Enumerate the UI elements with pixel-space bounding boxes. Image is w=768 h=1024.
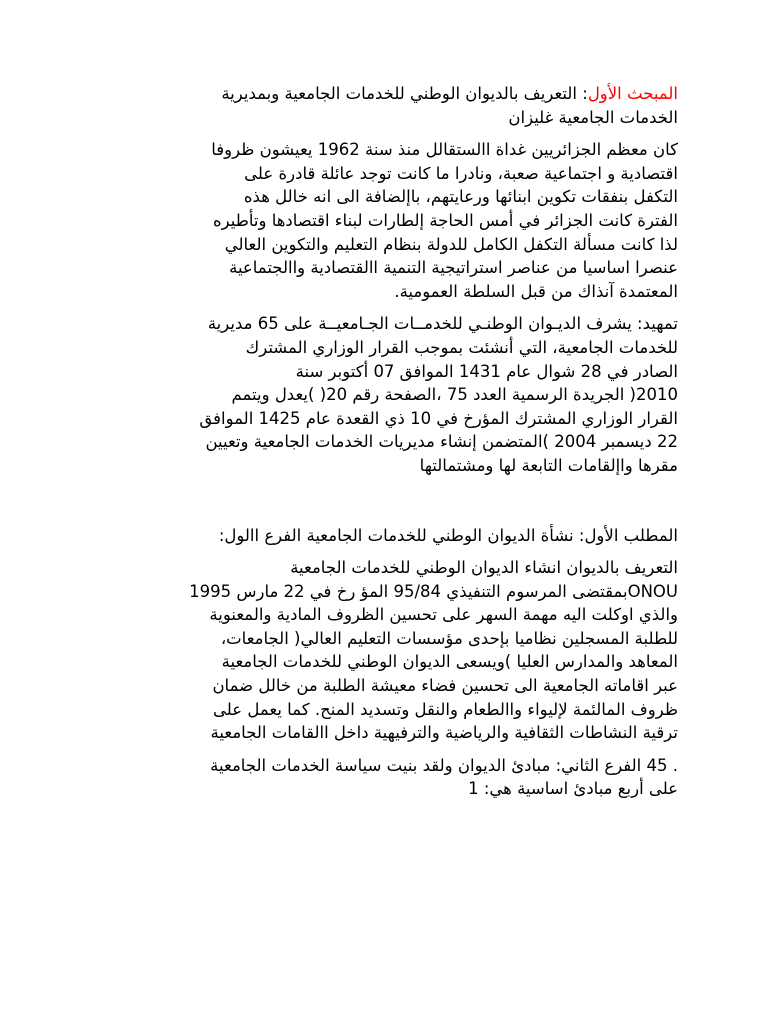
section-heading-line-1: [92, 82, 678, 106]
intro-line: الفترة كانت الجزائر في أمس الحاجة إلطارات لبناء اقتصادها وتأطيره: [213, 210, 678, 230]
onou-line: ONOUبمقتضى المرسوم التنفيذي 95/84 المؤ رخ في 22 مارس 1995: [189, 581, 678, 601]
intro-line: كان معظم الجزائريين غداة االستقالل منذ سنة 1962 يعيشون ظروفا: [211, 140, 678, 160]
preface-line: القرار الوزاري المشترك المؤرخ في 10 ذي القعدة عام 1425 الموافق: [199, 408, 678, 428]
preface-line: 2010( الجريدة الرسمية العدد 75 ،الصفحة رقم 20( )يعدل ويتمم: [231, 385, 678, 405]
onou-line: المعاهد والمدارس العليا )ويسعى الديوان الوطني للخدمات الجامعية: [221, 652, 678, 672]
branch-two-line: . 45 الفرع الثاني: مبادئ الديوان ولقد بنيت سياسة الخدمات الجامعية: [210, 755, 678, 775]
onou-line: عبر اقاماته الجامعية الى تحسين فضاء معيشة الطلبة من خالل ضمان: [212, 676, 678, 696]
branch-two-paragraph: [92, 754, 678, 801]
intro-line: التكفل بنفقات تكوين ابنائها ورعايتهم، باإلضافة الى انه خالل هذه: [243, 187, 678, 207]
preface-line: 22 ديسمبر 2004 )المتضمن إنشاء مديريات الخدمات الجامعية وتعيين: [205, 432, 678, 452]
intro-paragraph: [92, 138, 678, 303]
section-heading-label: المبحث الأول: [587, 84, 678, 103]
subsection-heading-line: المطلب الأول: نشأة الديوان الوطني للخدمات الجامعية الفرع االول:: [218, 525, 678, 545]
branch-two-line: على أربع مبادئ اساسية هي: 1: [468, 779, 678, 799]
intro-line: اقتصادية و اجتماعية صعبة، ونادرا ما كانت توجد عائلة قادرة على: [244, 163, 678, 183]
section-heading: [92, 82, 678, 129]
subsection-heading: [92, 524, 678, 548]
onou-line: ظروف المالئمة لإليواء واالطعام والنقل وتسديد المنح. كما يعمل على: [213, 699, 678, 719]
onou-line: ترقية النشاطات الثقافية والرياضية والترفيهية داخل االقامات الجامعية: [210, 723, 678, 743]
preface-line: مقرها واإلقامات التابعة لها ومشتمالتها: [419, 455, 678, 475]
document-page: [92, 82, 678, 801]
section-heading-text: : التعريف بالديوان الوطني للخدمات الجامعية وبمديرية: [221, 84, 588, 103]
onou-line: للطلبة المسجلين نظاميا بإحدى مؤسسات التعليم العالي( الجامعات،: [220, 628, 678, 648]
intro-line: عنصرا اساسيا من عناصر استراتيجية التنمية االقتصادية واالجتماعية: [229, 258, 678, 278]
preface-line: تمهيد: يشرف الديـوان الوطنـي للخدمــات الجـامعيــة على 65 مديرية: [207, 314, 678, 334]
onou-line: والذي اوكلت اليه مهمة السهر على تحسين الظروف المادية والمعنوية: [209, 605, 678, 625]
section-heading-line-2: الخدمات الجامعية غليزان: [508, 107, 678, 127]
intro-line: المعتمدة آنذاك من قبل السلطة العمومية.: [394, 281, 678, 301]
intro-line: لذا كانت مسألة التكفل الكامل للدولة بنظام التعليم والتكوين العالي: [224, 234, 678, 254]
preface-paragraph: [92, 312, 678, 477]
preface-line: للخدمات الجامعية، التي أنشئت بموجب القرار الوزاري المشترك: [245, 337, 678, 357]
onou-line: التعريف بالديوان انشاء الديوان الوطني للخدمات الجامعية: [290, 558, 678, 578]
onou-paragraph: [92, 556, 678, 745]
preface-line: الصادر في 28 شوال عام 1431 الموافق 07 أكتوبر سنة: [295, 361, 678, 381]
